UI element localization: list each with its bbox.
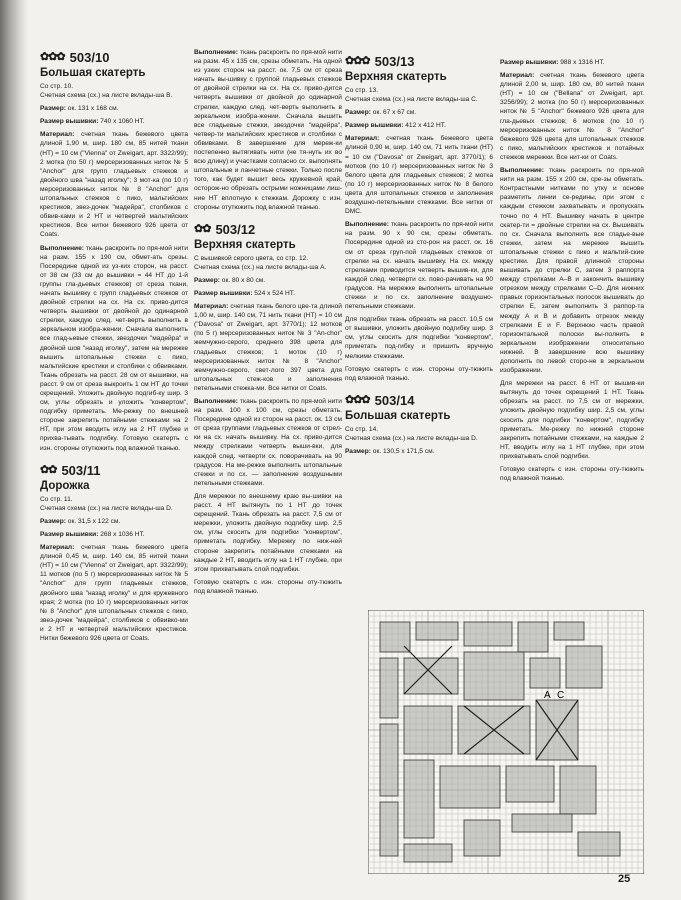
paragraph: Материал: счетная ткань бежевого цвета длиной 0,45 м, шир. 140 см, 85 нитей ткани (НТ) = 10 см ("Vienna" от Zweigart, арт. 3322/99); 11 мотков (по 5 г) мерсеризованных ниток № 5 "Anchor" для групп гладьевых стежков, двойного шва "назад иголку" и для кружевного края; 2 мотка (по 10 г) мерсеризованных ниток № 8 "Anchor" для штопальных стежков с пико, звез-дочек "мадейра", столбиков с обвивко-ми и 2 НТ и четвертей мальтийских крестиков. Нитки бежевого 926 цвета от Coats. (40, 544, 188, 642)
stitch-block (560, 766, 596, 814)
paragraph: Счетная схема (сх.) на листе вклады-ша D. (40, 504, 173, 512)
stitch-block (578, 832, 620, 856)
difficulty-stars-icon: ✿✿ (194, 222, 211, 235)
paragraph: Размер вышивки: 268 х 1036 НТ. (40, 530, 145, 538)
column-4 (500, 58, 644, 493)
paragraph: Размер вышивки: 412 х 412 НТ. (345, 122, 446, 130)
pattern-title: Дорожка (40, 479, 90, 492)
paragraph: Размер: ок. 131 х 168 см. (40, 105, 119, 113)
page-number: 25 (618, 873, 631, 885)
paragraph: Счетная схема (сх.) на листе вклады-ша B. (40, 92, 173, 100)
difficulty-stars-icon: ✿✿✿ (345, 55, 370, 67)
paragraph: Размер вышивки: 524 х 524 НТ. (194, 289, 295, 297)
paragraph: Выполнение: ткань раскроить по пря-мой нити на разм. 155 х 190 см, обмет-ать срезы. Посередине одной из уз-ких сторон, на расст. от 38 см (33 см до вышивки = 44 НТ до 1-й группы гла-дьевых стежков) от среза ткани, начать вышивку с групп гладьевых стежков от двойной стрелки на сх. На сх. приво-дится четверть вышивки от двойной до одинарной стрелки, каждую след. чет-верть выполнить в зеркальном изобра-жении. Сначала выполнить все глад-ьевые стежки, звездочки "мадейра" и двойной шов "назад иголку", затем на мережке вышить штопальные стежки с пико, мальтийские крестики и столбики с обвивками. Ткань обрезать на расст. 28 см от вышивки, на расст. 9 см от среза выкроить 1 см НТ до точки скрещений. Уложить двойную подгиб-ку шир. 3 см, углы обрезать и уложить "конвертом", подгибку приметать. Ме-режку по внешней стороне закрепить потайными стежками на 2 НТ, при этом вводить иглу на 2 НТ глубже и прихва-тывать подгибку. Готовую скатерть с изн. стороны отутюжить под влажной тканью. (40, 244, 188, 452)
paragraph: Размер вышивки: 740 х 1060 НТ. (40, 118, 145, 126)
pattern-source: С вышивкой серого цвета, со стр. 12. (194, 254, 309, 262)
pattern-source: Со стр. 11. (40, 495, 73, 503)
section-503-13 (345, 54, 493, 383)
paragraph: Выполнение: ткань раскроить по пря-мой нити на разм. 45 х 135 см, срезы обметать. На одной из узких сторон на расст. ок. 7,5 см от среза начать вы-шивку с группой гладьевых стежков от двойной стрелки на сх. На сх. приво-дится четверть вышивки от двойной до одинарной стрелки, каждую след. чет-верть выполнить в зеркальном изобра-жении. Сначала вышить все гладьевые стежки, звездочки "мадейра", четвер-ти мальтийских крестиков и столбики с обвивками. В завершение для мереж-ки постепенно вытягивать нити (не тя-нуть их во всю длину) и участками согласно сх. выполнять штопальные и ланчетные стежки. Только после того, как будет вышит весь кружевной край, осторож-но обрезать острыми ножницами лиш-ние НТ вплотную к стежкам. Дорожку с изн. стороны отутюжить под влажной тканью. (194, 49, 342, 211)
paragraph: Материал: счетная ткань бежевого цвета длиной 2,00 м, шир. 180 см, 80 нитей ткани (НТ) = 10 см ("Bellana" от Zweigart, арт. 3256/99); 2 мотка (по 50 г) мерсеризованных ниток № 5 "Anchor" бежевого 926 цвета для гла-дьевых стежков; 6 мотков (по 10 г) мерсеризованных ниток № 8 "Anchor" бежевого 926 цвета для штопальных стежков с пико, мальтийских крестиков и потайных стежков мережки. Все нит-ки от Coats. (500, 72, 644, 161)
pattern-title: Верхняя скатерть (194, 238, 296, 251)
pattern-header (345, 393, 493, 408)
stitch-block (404, 658, 458, 694)
difficulty-stars-icon: ✿✿ (40, 463, 57, 476)
paragraph: Размер: ок. 80 х 80 см. (194, 276, 266, 284)
stitch-block (416, 622, 458, 640)
paragraph: Выполнение: ткань раскроить по пря-мой нити на разм. 90 х 90 см, срезы обметать. Посередине одной из сто-рон на расст. ок. 16 см от среза груп-пой гладьевых стежков от стрелки на сх. начать вышивку. На сх. между стрелками приводится четверть вышив-ки, для каждой след. четверти сх. пово-рачивать на 90 градусов. На мережке выполнить штопальные стежки и по сх. заполнение воздушно-петельными стежками. (345, 221, 493, 311)
paragraph: Счетная схема (сх.) на листе вклады-ша A. (194, 263, 327, 271)
pattern-title: Большая скатерть (345, 409, 451, 422)
stitch-block (404, 844, 452, 862)
pattern-source: Со стр. 10. (40, 83, 74, 90)
stitch-block (518, 622, 548, 652)
paragraph: Размер: ок. 130,5 х 171,5 см. (345, 448, 435, 455)
stitch-block (380, 802, 398, 856)
chart-label-a: A (544, 690, 551, 701)
stitch-block (506, 766, 554, 802)
stitch-block (404, 760, 434, 838)
paragraph: Размер: ок. 67 х 67 см. (345, 109, 417, 117)
pattern-number: 503/10 (69, 50, 110, 65)
stitch-block (380, 724, 398, 796)
pattern-title: Верхняя скатерть (345, 71, 447, 83)
paragraph: Материал: счетная ткань бежевого цвета длиной 1,90 м, шир. 180 см, 85 нитей ткани (НТ) = 10 см ("Vienna" от Zweigart, арт. 3322/99); 2 мотка (по 50 г) мерсеризованных ниток № 5 "Anchor" для групп гладьевых стежков и двойного шва "назад иголку"; 3 мот-ка (по 10 г) мерсеризованных ниток № 8 "Anchor" для штопальных стежков с пико, мальтийских крестиков, звез-дочек "мадейра", столбиков с обвив-ками и 2 НТ и четвертей мальтийских крестиков. Все нитки бежевого 926 цвета от Coats. (40, 131, 188, 239)
paragraph: Материал: счетная ткань белого цве-та длиной 1,00 м, шир. 140 см, 71 нить ткани (НТ) = 10 см ("Davosa" от Zweigart, арт. 3770/1); 12 мотков (по 5 г) мерсеризованных ниток № 3 "An-chor" жемчужно-серого, среднего 398 цвета для гладьевых стежков; 1 моток (10 г) мерсеризованных ниток № 8 "Anchor" жемчужно-серого, свет-лого 397 цвета для штопальных стеж-ков и заполнения петельными стежка-ми. Все нитки от Coats. (194, 303, 342, 392)
pattern-source: Со стр. 14. (345, 425, 379, 433)
pattern-number: 503/11 (61, 462, 101, 478)
embroidery-chart-diagram (368, 610, 644, 874)
section-503-11-continued (194, 48, 342, 212)
paragraph: Готовую скатерть с изн. стороны оту-тюжить под влажной тканью. (345, 365, 493, 382)
paragraph: Счетная схема (сх.) на листе вклады-ша C. (345, 96, 478, 104)
paragraph: Размер вышивки: 988 х 1316 НТ. (500, 59, 605, 66)
stitch-block (440, 766, 500, 808)
paragraph: Размер: ок. 31,5 х 122 см. (40, 517, 121, 525)
column-2 (194, 48, 342, 606)
paragraph: Для мережки на расст. 6 НТ от вышив-ки вытянуть до точек скрещений 1 НТ. Ткань обрезать на расст. по 7,5 см от мережки, уложить двойную подгибку шир. 2,5 см, углы скосить для подгибки "конвертом", подгибку приметать. Ме-режку по нижней стороне закрепить потайными стежками, на каждые 2 НТ, вводить иглу на 1 НТ глубже, при этом прихватывать слой подгибки. (500, 380, 644, 460)
book-spine-shadow (0, 0, 28, 900)
pattern-header (40, 463, 188, 478)
stitch-block (380, 658, 398, 718)
section-503-14-continued (500, 58, 644, 483)
section-503-11 (40, 463, 188, 643)
section-503-12 (194, 222, 342, 596)
difficulty-stars-icon: ✿✿✿ (345, 393, 370, 406)
pattern-title: Большая скатерть (40, 67, 146, 79)
pattern-number: 503/13 (374, 54, 415, 69)
section-503-14 (345, 393, 493, 456)
column-3 (345, 54, 493, 466)
section-503-10 (40, 50, 188, 453)
pattern-header (194, 222, 342, 237)
pattern-number: 503/14 (374, 392, 415, 408)
column-1 (40, 50, 188, 653)
difficulty-stars-icon: ✿✿✿ (40, 51, 65, 63)
paragraph: Выполнение: ткань раскроить по пря-мой нити на разм. 155 х 200 см, сре-зы обметать. Контрастными нитками по утку и основе разметить линии се-редины, при этом с каждым стежком захватывать и пропускать точно по 4 НТ. Вышивку начать в центре скатер-ти = двойные стрелки на сх. Вышивать по сх. Сначала выполнить все гладье-вые стежки, затем на мережке вышить штопальные стежки с пико и мальтий-ские крестики. Для правой длинной стороны вышивать до стрелки C, затем 3 раппорта между стрелками A–B и закончить вышивку отрезком между стрелками C–D. Для нижних правых горизонтальных полосок вышивать до стрелки E, затем выполнить 3 раппор-та между A и B и добавить отрезок между стрелками E и F. Верхнюю часть правой горизонтальной полоски вы-полнить в зеркальном изображении относительно нижней. В завершение всю вышивку дополнить по левой сторо-не в зеркальном изображении. (500, 167, 644, 375)
pattern-header (40, 50, 188, 65)
pattern-header (345, 54, 493, 69)
pattern-number: 503/12 (215, 221, 256, 237)
paragraph: Готовую скатерть с изн. стороны оту-тюжить под влажной тканью. (194, 578, 342, 595)
pattern-source: Со стр. 13. (345, 87, 379, 94)
paragraph: Материал: счетная ткань бежевого цвета длиной 0,90 м, шир. 140 см, 71 нить ткани (НТ) = 10 см ("Davosa" от Zweigart, арт. 3770/1); 6 мотков (по 10 г) мерсеризованных ниток № 3 белого цвета для гладьевых стежков; 2 мотка (по 10 г) мерсеризованных ниток № 8 белого цвета для штопальных стежков и заполнения воздушно-петельными стежками. Все нитки от DMC. (345, 135, 493, 216)
stitch-block (530, 658, 560, 688)
stitch-block (464, 622, 512, 646)
paragraph: Счетная схема (сх.) на листе вклады-ша D. (345, 434, 478, 442)
paragraph: Для подгибки ткань обрезать на расст. 10,5 см от вышивки, уложить двойную подгибку шир. 3 см, углы скосить для подгибки "конвертом", приметать под-гибку и пришить вручную мелкими стежками. (345, 316, 493, 360)
chart-label-c: C (557, 690, 565, 701)
stitch-block (512, 814, 572, 832)
stitch-block (554, 622, 584, 640)
paragraph: Для мережки по внешнему краю вы-шивки на расст. 4 НТ вытянуть по 1 НТ до точек скрещений. Ткань обрезать на расст. 7,5 см от мережки, уложить двойную подгибку шир. 2,5 см, углы скосить для подгибки "конвертом", приметать подгибку. Мережку по ниж-ней стороне закрепить потайными стежками на каждые 2 НТ, вводить иглу на 1 НТ глубже, при этом прихватывать слой подгибки. (194, 492, 342, 573)
stitch-block (404, 706, 452, 754)
stitch-block (464, 820, 500, 856)
paragraph: Готовую скатерть с изн. стороны оту-тюжить под влажной тканью. (500, 466, 644, 483)
paragraph: Выполнение: ткань раскроить по пря-мой нити на разм. 100 х 100 см, срезы обметать. Посередине одной из сторон на расст. ок. 13 см от среза группами гладьевых стежков от стрел-ки на сх. начать вышивку. На сх. приво-дится между стрелками четверть выши-вки, для каждой след. четверти сх. поворачивать на 90 градусов. На ме-режке выполнить штопальные стежки и по сх. — заполнение воздушными петельными стежками. (194, 398, 342, 487)
stitch-block (566, 646, 602, 688)
stitch-block (464, 652, 524, 700)
